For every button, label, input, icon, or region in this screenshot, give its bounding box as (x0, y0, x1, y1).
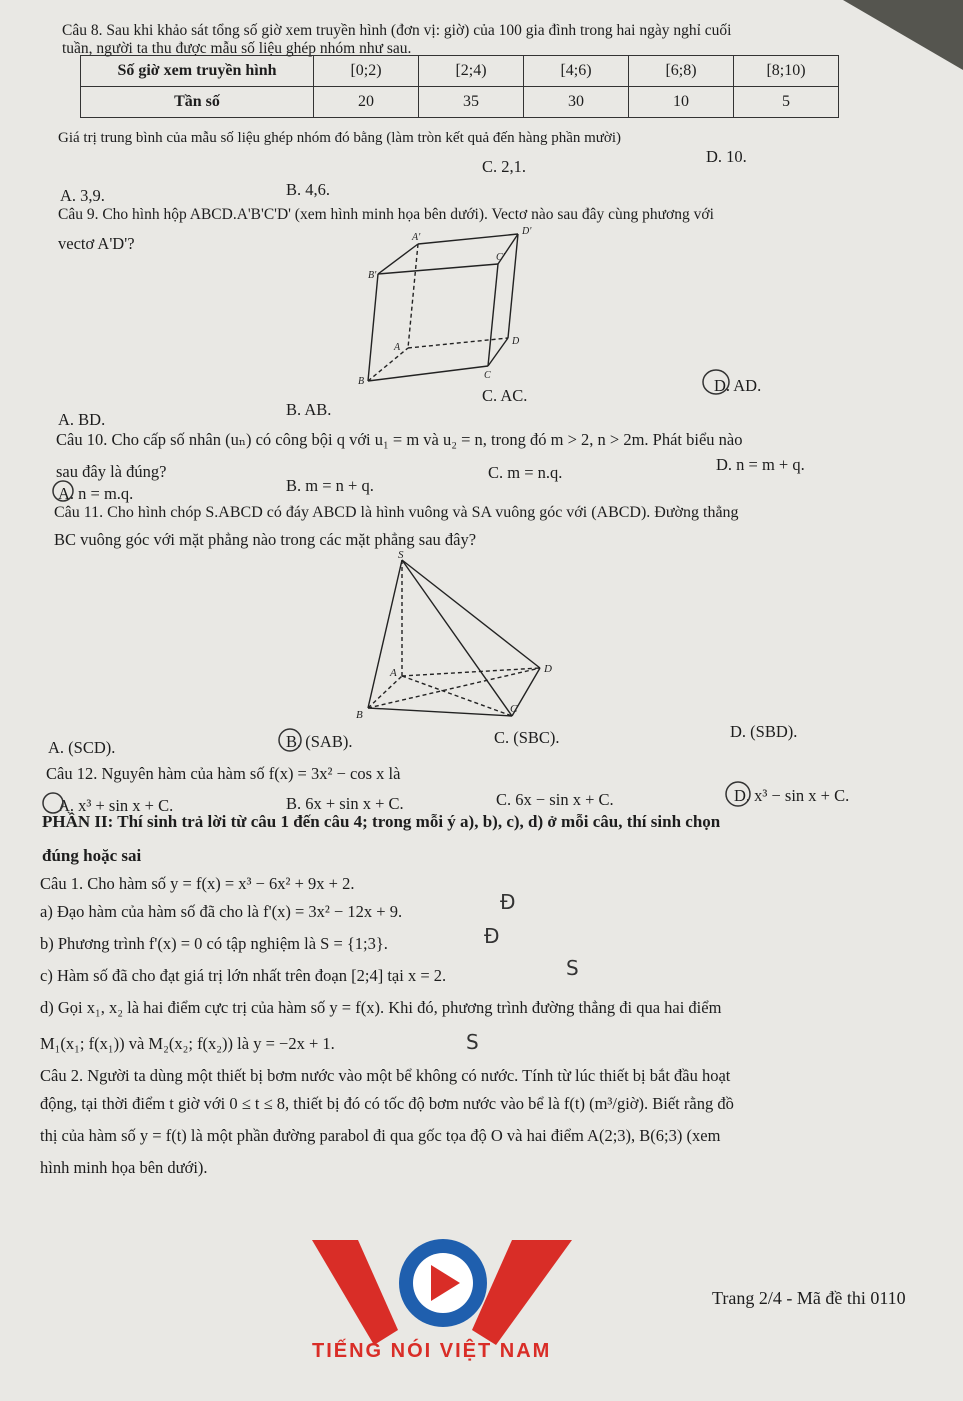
q12-option-d[interactable]: D. x³ − sin x + C. (734, 786, 850, 805)
edge-sb (368, 560, 402, 708)
q11-option-b[interactable]: B. (SAB). (286, 732, 353, 751)
q11-pyramid-figure (350, 548, 560, 724)
part2-c2-line4: hình minh họa bên dưới). (40, 1158, 208, 1177)
handwritten-mark-c: S (566, 956, 579, 980)
q8-option-a[interactable]: A. 3,9. (60, 186, 105, 205)
edge-sc (402, 560, 512, 716)
q8-frequency-table (80, 55, 839, 118)
edge-a1d1 (418, 234, 518, 244)
part2-c2-line2: động, tại thời điểm t giờ với 0 ≤ t ≤ 8, thiết bị đó có tốc độ bơm nước vào bể là f(t) (m³/giờ). Biết rằng đồ (40, 1094, 734, 1113)
edge-b1b (368, 274, 378, 381)
edge-bc (368, 708, 512, 716)
q11-stem-line2: BC vuông góc với mặt phẳng nào trong các mặt phẳng sau đây? (54, 530, 477, 549)
handwritten-mark-d: S (466, 1030, 479, 1054)
label-b: B (356, 709, 363, 721)
table-cell-group: [4;6) (524, 56, 629, 87)
label-d: D (544, 663, 552, 675)
q10-stem-line1: Câu 10. Cho cấp số nhân (uₙ) có công bội q với u₁ = m và u₂ = n, trong đó m > 2, n > 2m. Phát biểu nào (56, 430, 743, 449)
q11-circled-answer-mark (276, 726, 304, 754)
q9-stem-line1: Câu 9. Cho hình hộp ABCD.A'B'C'D' (xem hình minh họa bên dưới). Vectơ nào sau đây cùng phương với (58, 206, 714, 223)
part2-heading-line2: đúng hoặc sai (42, 846, 142, 865)
table-cell-group: [2;4) (419, 56, 524, 87)
page-footer: Trang 2/4 - Mã đề thi 0110 (712, 1288, 906, 1308)
q10-circled-answer-mark (50, 478, 76, 504)
edge-b1c1 (378, 264, 498, 274)
q12-option-c[interactable]: C. 6x − sin x + C. (496, 790, 614, 809)
q12-option-b[interactable]: B. 6x + sin x + C. (286, 794, 404, 813)
label-d1: D' (522, 226, 532, 237)
q9-option-a[interactable]: A. BD. (58, 410, 106, 429)
edge-d1d (508, 234, 518, 338)
label-a: A (390, 667, 397, 679)
part2-c2-line1: Câu 2. Người ta dùng một thiết bị bơm nước vào một bể không có nước. Tính từ lúc thiết bị bắt đầu hoạt (40, 1066, 731, 1085)
logo-caption: TIẾNG NÓI VIỆT NAM (312, 1340, 552, 1362)
label-d: D (512, 336, 520, 347)
handwritten-mark-a: Đ (500, 890, 516, 914)
part2-c1-item-c: c) Hàm số đã cho đạt giá trị lớn nhất trên đoạn [2;4] tại x = 2. (40, 966, 447, 985)
q8-stem-line1: Câu 8. Sau khi khảo sát tổng số giờ xem truyền hình (đơn vị: giờ) của 100 gia đình trong hai ngày nghỉ cuối (62, 22, 732, 39)
q8-option-d[interactable]: D. 10. (706, 147, 747, 166)
q11-option-c[interactable]: C. (SBC). (494, 728, 560, 747)
table-cell-frequency: 10 (629, 87, 734, 118)
q9-parallelepiped-figure (350, 226, 540, 396)
label-b: B (358, 376, 365, 387)
q8-question: Giá trị trung bình của mẫu số liệu ghép nhóm đó bằng (làm tròn kết quả đến hàng phần mười) (58, 130, 622, 146)
label-a1: A' (412, 232, 421, 243)
q9-circled-answer-mark (700, 364, 734, 398)
table-cell-frequency: 5 (734, 87, 839, 118)
table-header-frequency: Tần số (81, 87, 314, 118)
table-cell-frequency: 20 (314, 87, 419, 118)
q9-option-d[interactable]: D. AD. (714, 376, 762, 395)
edge-ba-hidden (368, 676, 402, 708)
q11-option-a[interactable]: A. (SCD). (48, 738, 116, 757)
edge-a1a-hidden (408, 244, 418, 348)
part2-c1-item-a: a) Đạo hàm của hàm số đã cho là f'(x) = 3x² − 12x + 9. (40, 902, 403, 921)
part2-c1-stem: Câu 1. Cho hàm số y = f(x) = x³ − 6x² + 9x + 2. (40, 874, 355, 893)
part2-c1-item-b: b) Phương trình f'(x) = 0 có tập nghiệm là S = {1;3}. (40, 934, 388, 953)
handwritten-mark-b: Đ (484, 924, 500, 948)
page-corner-background (843, 0, 963, 70)
part2-c2-line3: thị của hàm số y = f(t) là một phần đường parabol đi qua gốc tọa độ O và hai điểm A(2;3), B(6;3) (xem (40, 1126, 721, 1145)
label-c: C (510, 703, 518, 715)
q12-option-a[interactable]: A. x³ + sin x + C. (58, 796, 174, 815)
table-row (81, 87, 839, 118)
logo-v-right (472, 1240, 572, 1345)
q10-option-b[interactable]: B. m = n + q. (286, 476, 374, 495)
q8-option-b[interactable]: B. 4,6. (286, 180, 331, 199)
q10-option-d[interactable]: D. n = m + q. (716, 455, 805, 474)
q12-stem: Câu 12. Nguyên hàm của hàm số f(x) = 3x² − cos x là (46, 764, 401, 783)
q9-stem-line2: vectơ A'D'? (58, 234, 135, 253)
label-c1: C' (496, 252, 505, 263)
logo-v-left (312, 1240, 398, 1345)
edge-a1b1 (378, 244, 418, 274)
edge-sd (402, 560, 540, 668)
q8-stem-line2: tuần, người ta thu được mẫu số liệu ghép nhóm như sau. (62, 40, 412, 57)
q10-option-c[interactable]: C. m = n.q. (488, 463, 563, 482)
part2-c1-item-d-line1: d) Gọi x₁, x₂ là hai điểm cực trị của hàm số y = f(x). Khi đó, phương trình đường thẳng đi qua hai điểm (40, 998, 722, 1017)
edge-c1c (488, 264, 498, 366)
table-cell-frequency: 35 (419, 87, 524, 118)
edge-bc (368, 366, 488, 381)
part2-c1-item-d-line2: M₁(x₁; f(x₁)) và M₂(x₂; f(x₂)) là y = −2x + 1. (40, 1034, 335, 1053)
q11-option-d[interactable]: D. (SBD). (730, 722, 798, 741)
table-header-hours: Số giờ xem truyền hình (81, 56, 314, 87)
q9-option-c[interactable]: C. AC. (482, 386, 528, 405)
q10-option-a[interactable]: A. n = m.q. (58, 484, 134, 503)
label-c: C (484, 370, 491, 381)
label-s: S (398, 549, 404, 561)
q11-stem-line1: Câu 11. Cho hình chóp S.ABCD có đáy ABCD là hình vuông và SA vuông góc với (ABCD). Đường thẳng (54, 504, 739, 521)
q12-circled-answer-d-mark (722, 778, 754, 810)
table-cell-group: [8;10) (734, 56, 839, 87)
table-row (81, 56, 839, 87)
table-cell-group: [6;8) (629, 56, 734, 87)
label-a: A (394, 342, 401, 353)
label-b1: B' (368, 270, 377, 281)
table-cell-group: [0;2) (314, 56, 419, 87)
table-cell-frequency: 30 (524, 87, 629, 118)
q9-option-b[interactable]: B. AB. (286, 400, 332, 419)
edge-ad-hidden (408, 338, 508, 348)
q8-option-c[interactable]: C. 2,1. (482, 157, 527, 176)
q10-stem-line2: sau đây là đúng? (56, 462, 167, 481)
edge-ad-hidden (402, 668, 540, 676)
part2-heading-line1: PHẦN II: Thí sinh trả lời từ câu 1 đến câu 4; trong mỗi ý a), b), c), d) ở mỗi câu, thí sinh chọn (42, 812, 721, 831)
